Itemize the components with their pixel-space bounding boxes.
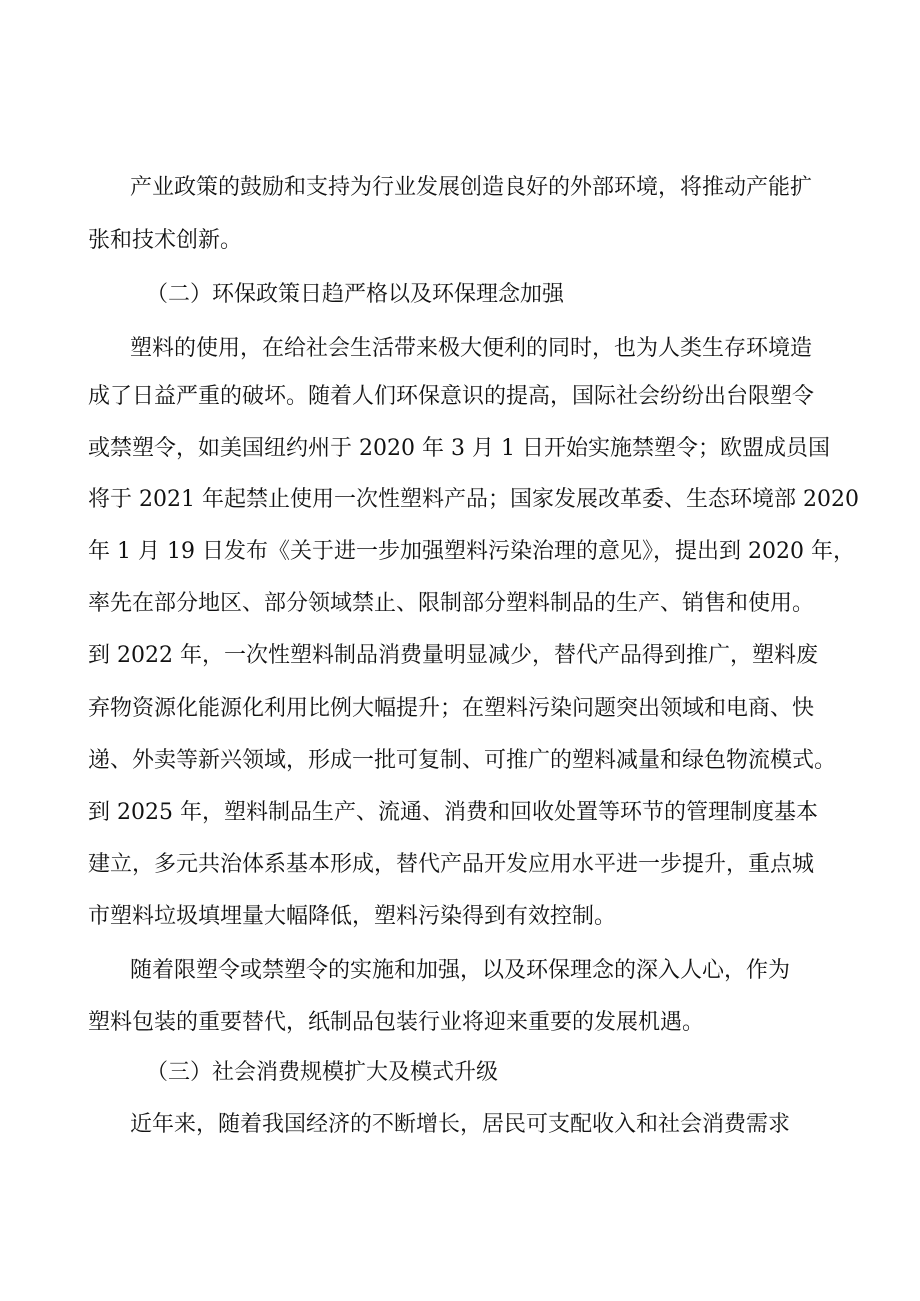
section-heading: （三）社会消费规模扩大及模式升级 — [146, 1060, 499, 1085]
paragraph-line: 成了日益严重的破坏。随着人们环保意识的提高，国际社会纷纷出台限塑令 — [88, 384, 815, 409]
paragraph-line: 率先在部分地区、部分领域禁止、限制部分塑料制品的生产、销售和使用。 — [88, 591, 815, 616]
paragraph-line: 到 2025 年，塑料制品生产、流通、消费和回收处置等环节的管理制度基本 — [88, 800, 818, 825]
paragraph-line: 年 1 月 19 日发布《关于进一步加强塑料污染治理的意见》，提出到 2020 年， — [88, 539, 855, 564]
section-heading: （二）环保政策日趋严格以及环保理念加强 — [146, 282, 565, 307]
paragraph-line: 市塑料垃圾填埋量大幅降低，塑料污染得到有效控制。 — [88, 904, 617, 929]
paragraph-line: 弃物资源化能源化利用比例大幅提升；在塑料污染问题突出领域和电商、快 — [88, 696, 815, 721]
paragraph-line: 将于 2021 年起禁止使用一次性塑料产品；国家发展改革委、生态环境部 2020 — [88, 487, 859, 512]
paragraph-line: 张和技术创新。 — [88, 228, 243, 253]
paragraph-line: 近年来，随着我国经济的不断增长，居民可支配收入和社会消费需求 — [130, 1112, 791, 1137]
paragraph-line: 递、外卖等新兴领域，形成一批可复制、可推广的塑料减量和绿色物流模式。 — [88, 748, 837, 773]
paragraph-line: 或禁塑令，如美国纽约州于 2020 年 3 月 1 日开始实施禁塑令；欧盟成员国 — [88, 436, 830, 461]
paragraph-line: 随着限塑令或禁塑令的实施和加强，以及环保理念的深入人心，作为 — [130, 958, 791, 983]
paragraph-line: 产业政策的鼓励和支持为行业发展创造良好的外部环境，将推动产能扩 — [130, 175, 813, 200]
paragraph-line: 到 2022 年，一次性塑料制品消费量明显减少，替代产品得到推广，塑料废 — [88, 643, 818, 668]
paragraph-line: 塑料的使用，在给社会生活带来极大便利的同时，也为人类生存环境造 — [130, 336, 813, 361]
paragraph-line: 建立，多元共治体系基本形成，替代产品开发应用水平进一步提升，重点城 — [88, 852, 815, 877]
paragraph-line: 塑料包装的重要替代，纸制品包装行业将迎来重要的发展机遇。 — [88, 1010, 705, 1035]
